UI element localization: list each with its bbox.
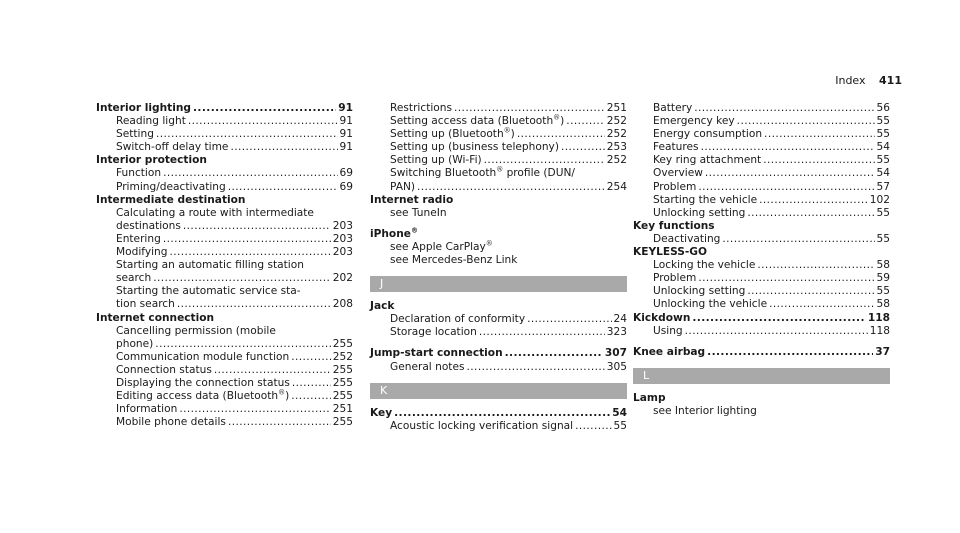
leader-dots xyxy=(561,141,605,154)
entry-text: Declaration of conformity xyxy=(390,313,526,326)
entry-text: see Interior lighting xyxy=(653,404,757,417)
leader-dots xyxy=(763,154,874,167)
page-ref[interactable]: 255 xyxy=(332,376,353,389)
index-subentry[interactable] xyxy=(96,364,353,377)
index-subentry[interactable] xyxy=(96,338,353,351)
leader-dots xyxy=(291,351,331,364)
index-subentry[interactable] xyxy=(96,416,353,429)
leader-dots xyxy=(698,181,874,194)
index-subentry[interactable] xyxy=(633,325,890,338)
leader-dots xyxy=(479,326,605,339)
entry-text: Priming/deactivating xyxy=(116,180,226,193)
index-subentry[interactable] xyxy=(633,128,890,141)
registered-mark: ® xyxy=(278,388,286,397)
page-ref[interactable]: 37 xyxy=(875,345,890,358)
index-subentry[interactable] xyxy=(96,272,353,285)
entry-text: Interior protection xyxy=(96,154,207,167)
index-subentry[interactable] xyxy=(633,154,890,167)
entry-text: see Mercedes-Benz Link xyxy=(390,254,518,267)
leader-dots xyxy=(764,128,874,141)
index-letter-header: J xyxy=(370,276,627,292)
entry-text: Jump-start connection xyxy=(370,347,503,360)
index-subentry[interactable] xyxy=(633,102,890,115)
leader-dots xyxy=(747,285,874,298)
leader-dots xyxy=(759,194,868,207)
index-subentry[interactable] xyxy=(96,115,353,128)
leader-dots xyxy=(694,102,874,115)
index-subentry[interactable] xyxy=(370,102,627,115)
entry-text: Switch-off delay time xyxy=(116,141,229,154)
page-ref[interactable]: 56 xyxy=(876,102,890,114)
entry-text: destinations xyxy=(116,219,181,232)
leader-dots xyxy=(527,313,611,326)
page-ref[interactable]: 252 xyxy=(332,350,353,363)
entry-text: Intermediate destination xyxy=(96,193,246,206)
index-subentry[interactable] xyxy=(633,115,890,128)
page-ref[interactable]: 91 xyxy=(339,141,353,154)
page-ref[interactable]: 69 xyxy=(339,167,353,180)
leader-dots xyxy=(169,246,330,259)
leader-dots xyxy=(156,128,338,141)
entry-text: Problem xyxy=(653,180,697,193)
index-subentry[interactable] xyxy=(370,254,627,267)
index-subentry[interactable] xyxy=(633,207,890,220)
entry-text: Unlocking the vehicle xyxy=(653,298,768,311)
page-ref[interactable]: 55 xyxy=(876,232,890,245)
entry-text: General notes xyxy=(390,360,465,373)
index-subentry[interactable] xyxy=(96,403,353,416)
entry-text: Emergency key xyxy=(653,115,735,128)
entry-text: Key xyxy=(370,406,393,419)
entry-text: Mobile phone details xyxy=(116,416,226,429)
entry-text: Storage location xyxy=(390,326,477,339)
page-ref[interactable]: 91 xyxy=(338,102,353,114)
entry-text: search xyxy=(116,272,152,285)
leader-dots xyxy=(685,325,868,338)
entry-text: Unlocking setting xyxy=(653,206,746,219)
index-subentry[interactable] xyxy=(370,128,627,141)
index-subentry[interactable] xyxy=(370,361,627,374)
entry-text: Jack xyxy=(370,300,395,313)
entry-text: Starting the vehicle xyxy=(653,193,758,206)
page-ref[interactable]: 24 xyxy=(613,313,627,326)
entry-text: KEYLESS-GO xyxy=(633,246,707,259)
registered-mark: ® xyxy=(553,113,561,122)
index-subentry[interactable] xyxy=(96,167,353,180)
leader-dots xyxy=(692,312,866,325)
index-entry[interactable] xyxy=(633,346,890,359)
entry-text: Knee airbag xyxy=(633,345,706,358)
page-ref[interactable]: 55 xyxy=(876,115,890,128)
page-ref[interactable]: 118 xyxy=(869,324,890,337)
entry-text: Unlocking setting xyxy=(653,285,746,298)
page-ref[interactable]: 307 xyxy=(604,347,627,360)
entry-text: Starting the automatic service sta- xyxy=(116,285,301,298)
index-subentry[interactable] xyxy=(370,141,627,154)
page-ref[interactable]: 55 xyxy=(876,285,890,298)
leader-dots xyxy=(505,347,603,360)
entry-text: Communication module function xyxy=(116,350,290,363)
page-ref[interactable]: 305 xyxy=(606,360,627,373)
page-ref[interactable]: 252 xyxy=(606,128,627,141)
leader-dots xyxy=(183,220,331,233)
entry-text: Interior lighting xyxy=(96,102,191,114)
index-subentry[interactable] xyxy=(370,115,627,128)
page-ref[interactable]: 252 xyxy=(606,154,627,167)
page-ref[interactable]: 58 xyxy=(876,259,890,272)
entry-text: PAN) xyxy=(390,180,416,193)
entry-text: Kickdown xyxy=(633,311,691,324)
entry-text: Energy consumption xyxy=(653,128,763,141)
entry-text: Acoustic locking verification signal xyxy=(390,419,574,432)
index-subentry[interactable] xyxy=(96,325,353,338)
entry-text: Overview xyxy=(653,167,703,180)
section-name: Index xyxy=(835,74,866,87)
leader-dots xyxy=(179,403,330,416)
index-letter-header: L xyxy=(633,368,890,384)
index-subentry[interactable] xyxy=(633,298,890,311)
leader-dots xyxy=(155,338,330,351)
entry-text: Editing access data (Bluetooth®) xyxy=(116,388,290,403)
page-ref[interactable]: 203 xyxy=(332,219,353,232)
page-ref[interactable]: 252 xyxy=(606,115,627,128)
index-subentry[interactable] xyxy=(96,141,353,154)
page-ref[interactable]: 58 xyxy=(876,298,890,311)
index-column-3 xyxy=(633,102,890,418)
leader-dots xyxy=(230,141,337,154)
leader-dots xyxy=(705,167,875,180)
leader-dots xyxy=(517,128,605,141)
entry-text: see TuneIn xyxy=(390,206,447,219)
leader-dots xyxy=(769,298,874,311)
leader-dots xyxy=(417,181,605,194)
page-ref[interactable]: 203 xyxy=(332,232,353,245)
leader-dots xyxy=(394,407,610,420)
page-ref[interactable]: 251 xyxy=(332,403,353,416)
entry-text: Restrictions xyxy=(390,102,453,114)
index-entry[interactable] xyxy=(370,194,627,207)
leader-dots xyxy=(193,102,336,115)
index-subentry[interactable] xyxy=(370,181,627,194)
index-subentry[interactable] xyxy=(96,259,353,272)
page-ref[interactable]: 255 xyxy=(332,390,353,403)
page-ref[interactable]: 54 xyxy=(876,167,890,180)
leader-dots xyxy=(747,207,874,220)
entry-text: Internet connection xyxy=(96,311,215,324)
leader-dots xyxy=(291,390,331,403)
index-subentry[interactable] xyxy=(633,141,890,154)
entry-text: Key ring attachment xyxy=(653,154,762,167)
entry-text: Setting up (Bluetooth®) xyxy=(390,126,515,141)
index-entry[interactable] xyxy=(96,102,353,115)
leader-dots xyxy=(292,377,331,390)
index-subentry[interactable] xyxy=(96,285,353,298)
page-ref[interactable]: 102 xyxy=(869,193,890,206)
leader-dots xyxy=(707,346,873,359)
entry-text: Problem xyxy=(653,272,697,285)
leader-dots xyxy=(467,361,605,374)
entry-text: Setting access data (Bluetooth®) xyxy=(390,113,565,128)
entry-text: tion search xyxy=(116,298,175,311)
page-ref[interactable]: 254 xyxy=(606,180,627,193)
entry-text: Setting xyxy=(116,128,154,141)
leader-dots xyxy=(188,115,338,128)
leader-dots xyxy=(566,115,604,128)
index-subentry[interactable] xyxy=(370,420,627,433)
index-subentry[interactable] xyxy=(633,167,890,180)
entry-text: Battery xyxy=(653,102,693,114)
index-subentry[interactable] xyxy=(633,233,890,246)
leader-dots xyxy=(757,259,874,272)
page-ref[interactable]: 203 xyxy=(332,246,353,259)
index-letter-header: K xyxy=(370,383,627,399)
page-number: 411 xyxy=(879,74,902,87)
entry-text: Locking the vehicle xyxy=(653,259,756,272)
entry-text: Reading light xyxy=(116,115,186,128)
page-header xyxy=(835,74,902,87)
index-entry[interactable] xyxy=(370,300,627,313)
index-column-1 xyxy=(96,102,353,429)
index-subentry[interactable] xyxy=(633,194,890,207)
page-ref[interactable]: 69 xyxy=(339,180,353,193)
leader-dots xyxy=(737,115,875,128)
index-subentry[interactable] xyxy=(370,313,627,326)
page-ref[interactable]: 118 xyxy=(867,311,890,324)
index-entry[interactable] xyxy=(96,194,353,207)
entry-text: Displaying the connection status xyxy=(116,376,290,389)
page-ref[interactable]: 91 xyxy=(339,115,353,128)
index-entry[interactable] xyxy=(370,407,627,420)
leader-dots xyxy=(698,272,874,285)
page-ref[interactable]: 59 xyxy=(876,272,890,285)
index-subentry[interactable] xyxy=(96,207,353,220)
index-subentry[interactable] xyxy=(96,246,353,259)
entry-text: Internet radio xyxy=(370,193,454,206)
page-ref[interactable]: 55 xyxy=(876,154,890,167)
page-ref[interactable]: 253 xyxy=(606,141,627,154)
index-subentry[interactable] xyxy=(96,220,353,233)
page-ref[interactable]: 208 xyxy=(332,298,353,311)
leader-dots xyxy=(228,181,338,194)
leader-dots xyxy=(722,233,874,246)
index-entry[interactable] xyxy=(633,246,890,259)
page-ref[interactable]: 323 xyxy=(606,326,627,339)
leader-dots xyxy=(228,416,331,429)
index-subentry[interactable] xyxy=(96,128,353,141)
entry-text: Switching Bluetooth® profile (DUN/ xyxy=(390,165,575,180)
entry-text: Entering xyxy=(116,232,161,245)
page-ref[interactable]: 255 xyxy=(332,363,353,376)
index-entry[interactable] xyxy=(633,312,890,325)
index-entry[interactable] xyxy=(633,220,890,233)
leader-dots xyxy=(177,298,331,311)
entry-text: Modifying xyxy=(116,246,168,259)
leader-dots xyxy=(163,167,337,180)
entry-text: phone) xyxy=(116,337,154,350)
index-subentry[interactable] xyxy=(96,298,353,311)
index-subentry[interactable] xyxy=(633,181,890,194)
entry-text: Deactivating xyxy=(653,232,721,245)
index-subentry[interactable] xyxy=(96,181,353,194)
entry-text: Connection status xyxy=(116,363,212,376)
index-entry[interactable] xyxy=(370,347,627,360)
entry-text: Cancelling permission (mobile xyxy=(116,324,276,337)
entry-text: Function xyxy=(116,167,162,180)
entry-text: iPhone® xyxy=(370,226,418,240)
page-ref[interactable]: 255 xyxy=(332,416,353,429)
page-ref[interactable]: 55 xyxy=(876,128,890,141)
leader-dots xyxy=(214,364,331,377)
index-subentry[interactable] xyxy=(633,405,890,418)
index-entry[interactable] xyxy=(370,228,627,241)
index-column-2 xyxy=(370,102,627,433)
entry-text: Calculating a route with intermediate xyxy=(116,206,314,219)
index-entry[interactable] xyxy=(96,312,353,325)
index-subentry[interactable] xyxy=(96,233,353,246)
leader-dots xyxy=(701,141,875,154)
registered-mark: ® xyxy=(496,165,504,174)
index-subentry[interactable] xyxy=(370,167,627,180)
entry-text: Using xyxy=(653,324,683,337)
index-entry[interactable] xyxy=(96,154,353,167)
index-subentry[interactable] xyxy=(96,377,353,390)
index-subentry[interactable] xyxy=(96,390,353,403)
index-subentry[interactable] xyxy=(633,285,890,298)
leader-dots xyxy=(454,102,605,115)
page-ref[interactable]: 54 xyxy=(612,406,627,419)
entry-text: Setting up (business telephony) xyxy=(390,141,559,154)
index-subentry[interactable] xyxy=(370,241,627,254)
entry-text: see Apple CarPlay® xyxy=(390,239,493,253)
page-ref[interactable]: 55 xyxy=(876,206,890,219)
index-subentry[interactable] xyxy=(633,259,890,272)
entry-text: Starting an automatic filling station xyxy=(116,259,304,272)
entry-text: Information xyxy=(116,403,178,416)
entry-text: Key functions xyxy=(633,219,715,232)
page-ref[interactable]: 202 xyxy=(332,272,353,285)
index-subentry[interactable] xyxy=(96,351,353,364)
entry-text: Setting up (Wi-Fi) xyxy=(390,154,482,167)
page-ref[interactable]: 55 xyxy=(613,419,627,432)
index-entry[interactable] xyxy=(633,392,890,405)
page-ref[interactable]: 57 xyxy=(876,180,890,193)
page-ref[interactable]: 251 xyxy=(606,102,627,114)
index-subentry[interactable] xyxy=(633,272,890,285)
entry-text: Features xyxy=(653,141,699,154)
page-ref[interactable]: 91 xyxy=(339,128,353,141)
entry-text: Lamp xyxy=(633,391,666,404)
page-ref[interactable]: 255 xyxy=(332,337,353,350)
leader-dots xyxy=(575,420,611,433)
registered-mark: ® xyxy=(410,226,418,235)
index-subentry[interactable] xyxy=(370,207,627,220)
registered-mark: ® xyxy=(503,126,511,135)
registered-mark: ® xyxy=(485,239,493,248)
page-ref[interactable]: 54 xyxy=(876,141,890,154)
index-subentry[interactable] xyxy=(370,326,627,339)
leader-dots xyxy=(163,233,331,246)
leader-dots xyxy=(153,272,331,285)
